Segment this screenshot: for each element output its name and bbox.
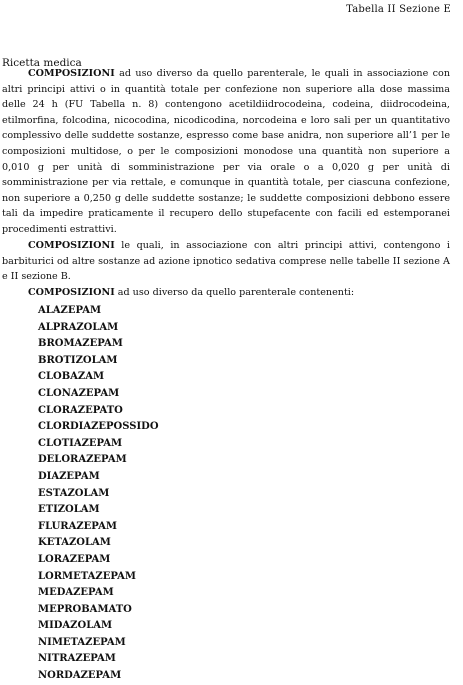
drug-list	[38, 303, 159, 685]
drug-item: ALPRAZOLAM	[38, 321, 119, 333]
paragraph-2-text: le quali, in associazione con altri principi attivi, contengono i barbiturici od altre sostanze ad azione ipnotico sedativa comprese nelle tabelle II sezione A e II sezione B.	[2, 240, 450, 283]
drug-item: CLORDIAZEPOSSIDO	[38, 421, 159, 433]
drug-item: MEPROBAMATO	[38, 603, 132, 615]
drug-item: CLORAZEPATO	[38, 404, 123, 416]
drug-item: ESTAZOLAM	[38, 487, 110, 499]
paragraph-3	[2, 285, 450, 301]
paragraph-3-text: ad uso diverso da quello parenterale contenenti:	[114, 287, 355, 298]
drug-item: FLURAZEPAM	[38, 520, 117, 532]
drug-item: KETAZOLAM	[38, 537, 111, 549]
drug-item: ALAZEPAM	[38, 305, 102, 316]
paragraph-1-text: ad uso diverso da quello parenterale, le quali in associazione con altri principi attivi o in quantità totale per confezione non superiore alla dose massima delle 24 h (FU Tabella n. 8) contengono acetildiidrocodeina, codeina, diidrocodeina, etilmorfina, folcodina, nicocodina, nicodicodina, norcodeina e loro sali per un quantitativo complessivo delle suddette sostanze, espresso come base anidra, non superiore all’1 per le composizioni multidose, o per le composizioni monodose una quantità non superiore a 0,010 g per unità di somministrazione per via orale o a 0,020 g per unità di somministrazione per via rettale, e comunque in quantità totale, per ciascuna confezione, non superiore a 0,250 g delle suddette sostanze; le suddette composizioni debbono essere tali da impedire praticamente il recupero dello stupefacente con facili ed estemporanei procedimenti estrattivi.	[2, 68, 450, 235]
drug-item: BROMAZEPAM	[38, 338, 123, 350]
drug-item: DELORAZEPAM	[38, 454, 127, 466]
drug-item: MIDAZOLAM	[38, 620, 113, 632]
drug-item: DIAZEPAM	[38, 470, 100, 482]
drug-item: LORMETAZEPAM	[38, 570, 136, 582]
paragraph-1-lead: COMPOSIZIONI	[28, 68, 115, 79]
drug-item: NORDAZEPAM	[38, 670, 122, 682]
drug-item: NITRAZEPAM	[38, 653, 116, 665]
drug-item: MEDAZEPAM	[38, 587, 114, 599]
paragraph-1	[2, 66, 450, 238]
page-header-title	[346, 4, 451, 15]
drug-item: ETIZOLAM	[38, 504, 100, 516]
paragraph-3-lead: COMPOSIZIONI	[28, 287, 115, 298]
paragraph-2-lead: COMPOSIZIONI	[28, 240, 115, 251]
section-title: Ricetta medica	[2, 57, 82, 69]
drug-item: BROTIZOLAM	[38, 354, 118, 366]
drug-item: CLONAZEPAM	[38, 387, 120, 399]
header-title-text: Tabella II Sezione E	[346, 4, 451, 15]
paragraph-2	[2, 238, 450, 285]
drug-item: CLOTIAZEPAM	[38, 437, 123, 449]
drug-item: LORAZEPAM	[38, 553, 111, 565]
drug-item: CLOBAZAM	[38, 371, 105, 383]
drug-item: NIMETAZEPAM	[38, 636, 126, 648]
